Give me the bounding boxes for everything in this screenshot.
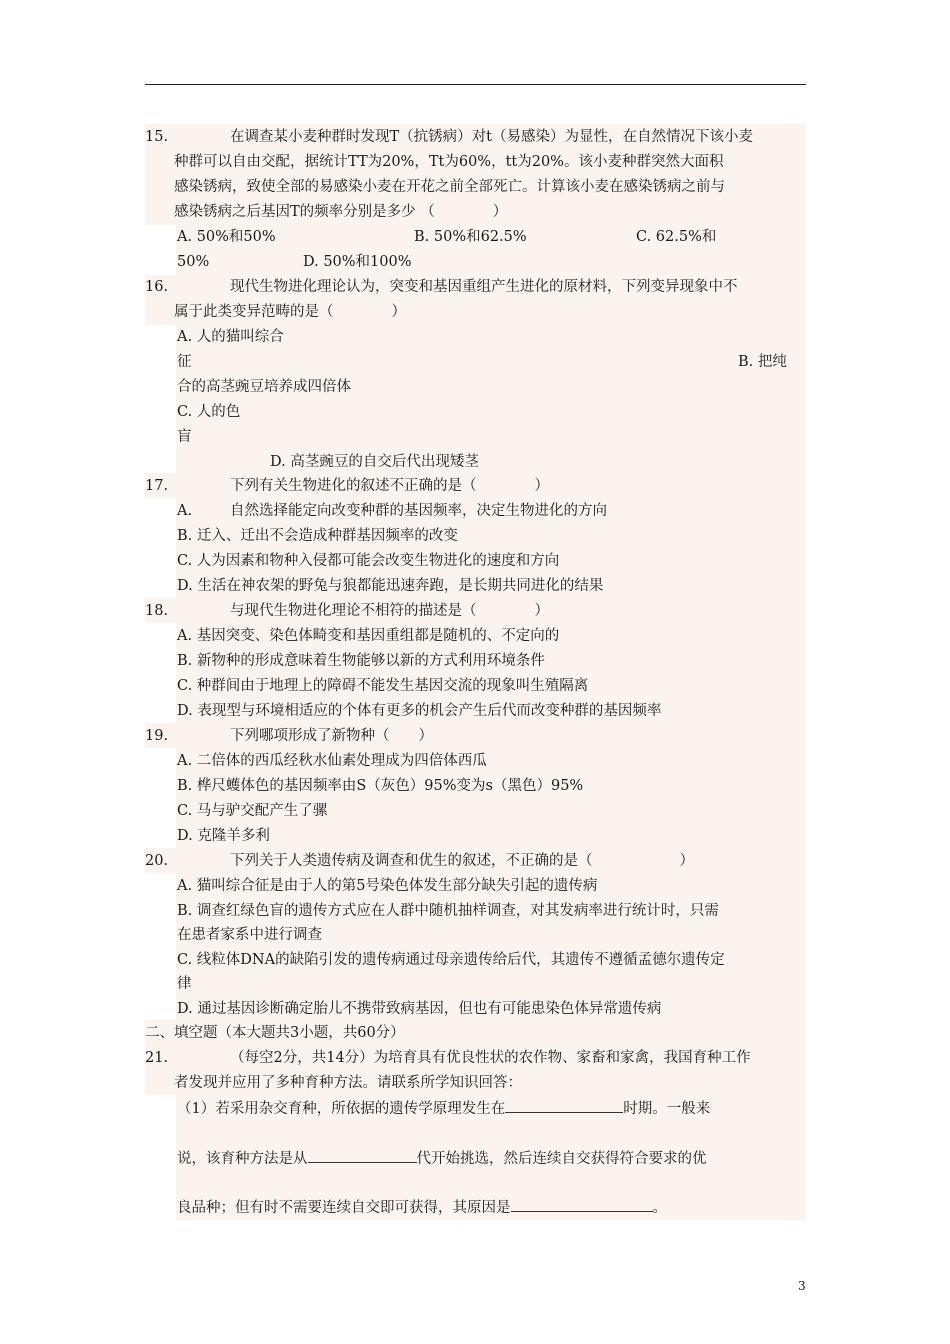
fill-in-line-2	[177, 1148, 707, 1169]
answer-blank[interactable]	[308, 1148, 417, 1163]
option-a: A. 二倍体的西瓜经秋水仙素处理成为四倍体西瓜	[177, 753, 487, 769]
fill-in-text: 良品种；但有时不需要连续自交即可获得，其原因是	[177, 1200, 511, 1216]
question-text: 属于此类变异范畴的是（ ）	[174, 304, 406, 320]
question-number: 18.	[145, 603, 169, 619]
section-heading: 二、填空题（本大题共3小题，共60分）	[145, 1025, 405, 1041]
question-number: 17.	[145, 478, 169, 494]
option-c: C. 62.5%和	[636, 229, 717, 245]
option-a-continued: 征	[177, 354, 192, 370]
option-b: B. 把纯	[738, 354, 787, 370]
option-c: C. 马与驴交配产生了骡	[177, 803, 328, 819]
fill-in-text: 说，该育种方法是从	[177, 1151, 308, 1167]
option-b-continued: 合的高茎豌豆培养成四倍体	[177, 379, 351, 395]
question-text: 在调查某小麦种群时发现T（抗锈病）对t（易感染）为显性，在自然情况下该小麦	[230, 129, 753, 145]
question-text: 与现代生物进化理论不相符的描述是（ ）	[230, 603, 549, 619]
option-c: C. 种群间由于地理上的障碍不能发生基因交流的现象叫生殖隔离	[177, 678, 589, 694]
option-d: D. 高茎豌豆的自交后代出现矮茎	[270, 454, 479, 470]
option-b: B. 调查红绿色盲的遗传方式应在人群中随机抽样调查，对其发病率进行统计时，只需	[177, 903, 719, 919]
option-a: A. 猫叫综合征是由于人的第5号染色体发生部分缺失引起的遗传病	[177, 878, 598, 894]
option-a: 自然选择能定向改变种群的基因频率，决定生物进化的方向	[230, 503, 607, 519]
fill-in-text: 代开始挑选，然后连续自交获得符合要求的优	[416, 1151, 707, 1167]
option-a-label: A.	[177, 503, 193, 519]
answer-blank[interactable]	[505, 1098, 623, 1113]
option-d: D. 生活在神农架的野兔与狼都能迅速奔跑，是长期共同进化的结果	[177, 578, 604, 594]
header-rule	[145, 84, 806, 85]
option-b: B. 50%和62.5%	[414, 229, 527, 245]
question-text: （每空2分，共14分）为培育具有优良性状的农作物、家畜和家禽，我国育种工作	[230, 1050, 751, 1066]
question-number: 19.	[145, 728, 169, 744]
option-c: C. 人的色	[177, 404, 241, 420]
option-d: D. 通过基因诊断确定胎儿不携带致病基因，但也有可能患染色体异常遗传病	[177, 1001, 662, 1017]
option-d: D. 表现型与环境相适应的个体有更多的机会产生后代而改变种群的基因频率	[177, 703, 662, 719]
option-c-continued: 50%	[177, 254, 210, 270]
option-c: C. 人为因素和物种入侵都可能会改变生物进化的速度和方向	[177, 553, 560, 569]
option-a: A. 基因突变、染色体畸变和基因重组都是随机的、不定向的	[177, 628, 560, 644]
option-a: A. 人的猫叫综合	[177, 329, 284, 345]
question-text: 感染锈病之后基因T的频率分别是多少 （ ）	[174, 204, 508, 220]
question-text: 者发现并应用了多种育种方法。请联系所学知识回答：	[174, 1075, 522, 1091]
question-text: 种群可以自由交配，据统计TT为20%，Tt为60%，tt为20%。该小麦种群突然大面积	[174, 154, 724, 170]
fill-in-line-1	[177, 1098, 710, 1119]
page-number: 3	[798, 1279, 806, 1293]
question-text: 下列哪项形成了新物种（ ）	[230, 728, 433, 744]
question-text: 感染锈病，致使全部的易感染小麦在开花之前全部死亡。计算该小麦在感染锈病之前与	[174, 179, 725, 195]
option-b: B. 迁入、迁出不会造成种群基因频率的改变	[177, 528, 458, 544]
fill-in-text: （1）若采用杂交育种，所依据的遗传学原理发生在	[177, 1101, 506, 1117]
option-c-continued: 盲	[177, 429, 192, 445]
question-number: 21.	[145, 1050, 169, 1066]
question-number: 20.	[145, 853, 169, 869]
option-b: B. 桦尺蠖体色的基因频率由S（灰色）95%变为s（黑色）95%	[177, 778, 584, 794]
question-text: 下列有关生物进化的叙述不正确的是（ ）	[230, 478, 549, 494]
question-number: 16.	[145, 279, 169, 295]
option-b-continued: 在患者家系中进行调查	[177, 927, 322, 943]
fill-in-text: 时期。一般来	[623, 1101, 711, 1117]
answer-blank[interactable]	[511, 1197, 653, 1212]
question-number: 15.	[145, 129, 169, 145]
option-c: C. 线粒体DNA的缺陷引发的遗传病通过母亲遗传给后代，其遗传不遵循孟德尔遗传定	[177, 952, 725, 968]
fill-in-text: 。	[652, 1200, 667, 1216]
option-d: D. 克隆羊多利	[177, 828, 270, 844]
option-c-continued: 律	[177, 976, 192, 992]
option-a: A. 50%和50%	[177, 229, 276, 245]
q16-options-tint	[176, 325, 806, 473]
option-b: B. 新物种的形成意味着生物能够以新的方式利用环境条件	[177, 653, 545, 669]
option-d: D. 50%和100%	[303, 254, 412, 270]
question-text: 下列关于人类遗传病及调查和优生的叙述，不正确的是（ ）	[230, 853, 694, 869]
fill-in-line-3	[177, 1197, 667, 1218]
question-text: 现代生物进化理论认为，突变和基因重组产生进化的原材料，下列变异现象中不	[230, 279, 738, 295]
